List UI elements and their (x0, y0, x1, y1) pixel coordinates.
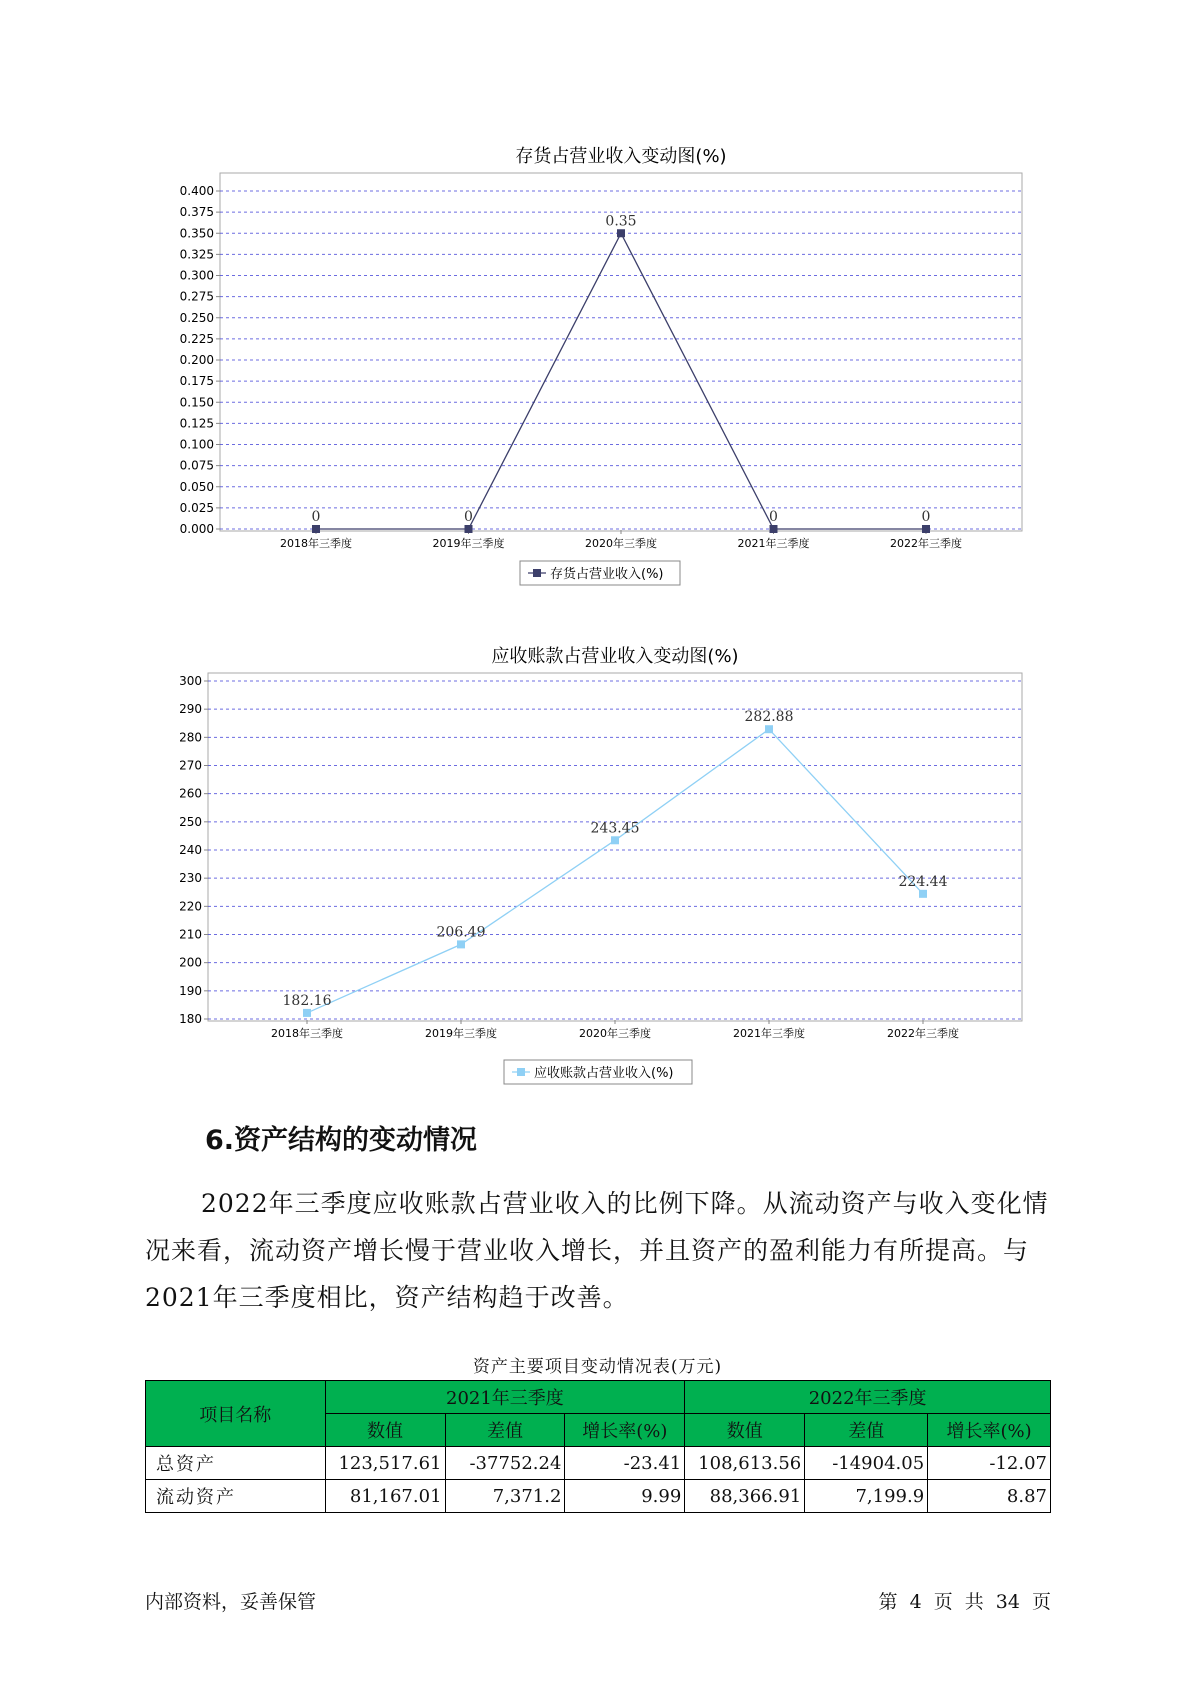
data-point (465, 525, 473, 533)
y-tick-label: 290 (179, 702, 202, 717)
y-tick-label: 0.050 (179, 479, 214, 494)
table-cell: 88,366.91 (685, 1480, 805, 1513)
y-tick-label: 0.275 (179, 289, 214, 304)
data-label: 0 (464, 509, 473, 525)
y-tick-label: 0.350 (179, 226, 214, 241)
x-tick-label: 2018年三季度 (271, 1027, 343, 1040)
data-point (765, 725, 773, 733)
y-tick-label: 0.300 (179, 268, 214, 283)
y-tick-label: 0.025 (179, 500, 214, 515)
table-cell: 81,167.01 (325, 1480, 445, 1513)
footer-note: 内部资料，妥善保管 (145, 1591, 317, 1613)
subheader-diff: 差值 (445, 1414, 565, 1447)
receivables-ratio-chart (0, 640, 1191, 1100)
y-tick-label: 0.200 (179, 353, 214, 367)
y-tick-label: 230 (179, 871, 202, 886)
x-tick-label: 2022年三季度 (890, 537, 962, 550)
data-label: 0.35 (605, 213, 637, 230)
data-point (303, 1009, 311, 1017)
y-tick-label: 180 (179, 1012, 202, 1026)
legend-swatch-marker (533, 569, 541, 577)
legend-swatch-marker (517, 1068, 525, 1076)
chart-title: 应收账款占营业收入变动图(%) (491, 646, 739, 667)
subheader-value: 数值 (685, 1414, 805, 1447)
y-tick-label: 300 (179, 674, 202, 688)
x-tick-label: 2020年三季度 (579, 1027, 651, 1040)
chart-svg (0, 640, 1191, 1100)
x-tick-label: 2021年三季度 (737, 537, 810, 550)
data-point (617, 229, 625, 237)
plot-area (208, 673, 1022, 1021)
data-label: 243.45 (590, 820, 640, 837)
legend-label: 存货占营业收入(%) (550, 567, 664, 582)
data-label: 282.88 (744, 709, 794, 726)
subheader-growth: 增长率(%) (565, 1414, 685, 1447)
data-label: 206.49 (436, 924, 486, 941)
y-tick-label: 280 (179, 730, 202, 745)
table-cell: 9.99 (565, 1480, 685, 1513)
table-row (146, 1447, 1051, 1480)
data-label: 0 (769, 509, 778, 525)
header-period-2022: 2022年三季度 (685, 1381, 1051, 1414)
table-cell: 8.87 (928, 1480, 1051, 1513)
y-tick-label: 200 (179, 955, 202, 970)
y-tick-label: 0.250 (179, 310, 214, 325)
x-tick-label: 2019年三季度 (432, 537, 505, 550)
data-point (922, 525, 930, 533)
analysis-paragraph: 2022年三季度应收账款占营业收入的比例下降。从流动资产与收入变化情况来看，流动资产增长慢于营业收入增长，并且资产的盈利能力有所提高。与2021年三季度相比，资产结构趋于改善。 (145, 1189, 1049, 1312)
y-tick-label: 0.400 (179, 184, 214, 198)
x-tick-label: 2021年三季度 (733, 1027, 805, 1040)
y-tick-label: 190 (179, 983, 202, 998)
header-period-2021: 2021年三季度 (325, 1381, 685, 1414)
chart-title: 存货占营业收入变动图(%) (515, 146, 727, 167)
y-tick-label: 270 (179, 758, 202, 773)
subheader-value: 数值 (325, 1414, 445, 1447)
data-point (457, 940, 465, 948)
chart-legend (520, 561, 680, 585)
row-name: 流动资产 (146, 1480, 326, 1513)
data-label: 224.44 (898, 873, 948, 890)
table-cell: 108,613.56 (685, 1447, 805, 1480)
y-tick-label: 260 (179, 786, 202, 801)
data-label: 0 (311, 509, 321, 525)
table-cell: -12.07 (928, 1447, 1051, 1480)
data-label: 0 (921, 509, 931, 525)
section-heading: 6.资产结构的变动情况 (205, 1125, 478, 1156)
chart-legend (504, 1060, 692, 1084)
x-tick-label: 2019年三季度 (425, 1027, 497, 1040)
data-point (919, 890, 927, 898)
y-tick-label: 0.375 (179, 205, 214, 220)
x-tick-label: 2018年三季度 (280, 537, 352, 550)
y-tick-label: 240 (179, 843, 202, 857)
header-item-name: 项目名称 (146, 1381, 326, 1447)
y-tick-label: 250 (179, 814, 202, 829)
row-name: 总资产 (146, 1447, 326, 1480)
y-tick-label: 0.225 (179, 331, 214, 346)
x-tick-label: 2022年三季度 (887, 1027, 959, 1040)
subheader-growth: 增长率(%) (928, 1414, 1051, 1447)
table-cell: 7,371.2 (445, 1480, 565, 1513)
legend-label: 应收账款占营业收入(%) (534, 1066, 674, 1081)
table-cell: -37752.24 (445, 1447, 565, 1480)
x-tick-label: 2020年三季度 (585, 537, 657, 550)
y-tick-label: 220 (179, 899, 202, 914)
y-tick-label: 0.150 (179, 395, 214, 410)
y-tick-label: 0.100 (179, 437, 214, 452)
table-cell: 7,199.9 (805, 1480, 928, 1513)
chart-svg (0, 140, 1191, 600)
table-cell: 123,517.61 (325, 1447, 445, 1480)
y-tick-label: 0.075 (179, 458, 214, 473)
y-tick-label: 0.125 (179, 416, 214, 431)
asset-change-table (145, 1380, 1051, 1513)
data-point (770, 525, 778, 533)
table-caption: 资产主要项目变动情况表(万元) (472, 1357, 723, 1377)
inventory-ratio-chart (0, 140, 1191, 600)
table-cell: -14904.05 (805, 1447, 928, 1480)
table-cell: -23.41 (565, 1447, 685, 1480)
data-label: 182.16 (282, 992, 332, 1009)
subheader-diff: 差值 (805, 1414, 928, 1447)
y-tick-label: 0.325 (179, 247, 214, 262)
y-tick-label: 0.000 (179, 522, 214, 536)
y-tick-label: 0.175 (179, 374, 214, 389)
data-point (312, 525, 320, 533)
data-point (611, 836, 619, 844)
table-row (146, 1480, 1051, 1513)
page-number: 第 4 页 共 34 页 (878, 1591, 1051, 1613)
y-tick-label: 210 (179, 927, 202, 942)
